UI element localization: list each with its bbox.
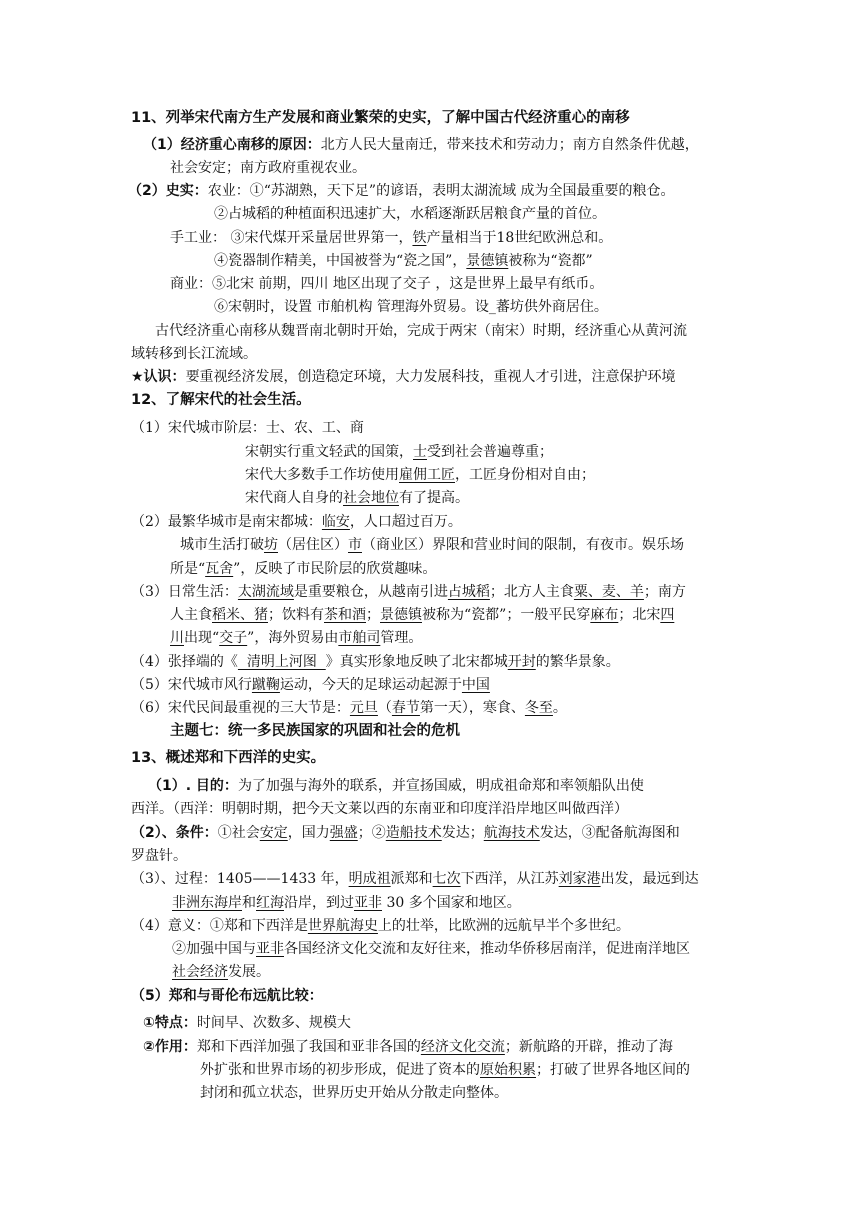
s12-painting-line: （4）张择端的《 清明上河图 》真实形象地反映了北宋都城开封的繁华景象。 [131, 654, 620, 670]
section-11-heading: 11、列举宋代南方生产发展和商业繁荣的史实，了解中国古代经济重心的南移 [131, 110, 630, 126]
s13-process-line1: （3）、过程：1405——1433 年，明成祖派郑和七次下西洋，从江苏刘家港出发，最远到达 [131, 871, 699, 887]
s12-daily-line1: （3）日常生活：太湖流域是重要粮仓，从越南引进占城稻；北方人主食粟、麦、羊；南方 [131, 584, 686, 600]
s13-goal-line2: 西洋。（西洋：明朝时期，把今天文莱以西的东南亚和印度洋沿岸地区叫做西洋） [131, 801, 628, 817]
s11-porcelain-line: ④瓷器制作精美，中国被誉为“瓷之国”，景德镇被称为“瓷都” [214, 253, 593, 269]
s13-significance-line3: 社会经济发展。 [172, 964, 270, 980]
s11-handicraft-line: 手工业： ③宋代煤开采量居世界第一，铁产量相当于18世纪欧洲总和。 [170, 230, 613, 246]
s13-role-line2: 外扩张和世界市场的初步形成，促进了资本的原始积累；打破了世界各地区间的 [200, 1062, 690, 1078]
s13-significance-line1: （4）意义：①郑和下西洋是世界航海史上的壮举，比欧洲的远航早半个多世纪。 [131, 918, 630, 934]
s12-city-life-line1: 城市生活打破坊（居住区）市（商业区）界限和营业时间的限制，有夜市。娱乐场 [180, 537, 684, 553]
s11-summary-line2: 域转移到长江流域。 [131, 346, 257, 362]
s12-capital-line: （2）最繁华城市是南宋都城：临安，人口超过百万。 [131, 514, 462, 530]
s12-scholar-line: 宋朝实行重文轻武的国策，士受到社会普遍尊重； [245, 444, 553, 460]
s13-conditions-line1: （2）、条件：①社会安定，国力强盛；②造船技术发达；航海技术发达，③配备航海图和 [131, 825, 680, 841]
s11-insight-line: ★认识：要重视经济发展，创造稳定环境，大力发展科技，重视人才引进，注意保护环境 [131, 369, 676, 385]
s13-conditions-line2: 罗盘针。 [131, 848, 187, 864]
s12-classes-line: （1）宋代城市阶层：士、农、工、商 [131, 420, 364, 436]
s11-reason-line1: （1）经济重心南移的原因：北方人民大量南迁，带来技术和劳动力；南方自然条件优越， [143, 137, 699, 153]
s13-features-line: ①特点：时间早、次数多、规模大 [143, 1015, 351, 1031]
s13-comparison-heading: （5）郑和与哥伦布远航比较： [131, 988, 323, 1004]
s13-goal-line1: （1）. 目的：为了加强与海外的联系，并宣扬国威，明成祖命郑和率领船队出使 [148, 778, 644, 794]
theme-7-heading: 主题七：统一多民族国家的巩固和社会的危机 [170, 723, 460, 739]
s13-significance-line2: ②加强中国与亚非各国经济文化交流和友好往来，推动华侨移居南洋，促进南洋地区 [172, 941, 690, 957]
s13-process-line2: 非洲东海岸和红海沿岸，到过亚非 30 多个国家和地区。 [172, 895, 521, 911]
s11-agri-line2: ②占城稻的种植面积迅速扩大，水稻逐渐跃居粮食产量的首位。 [214, 206, 606, 222]
s11-reason-line2: 社会安定；南方政府重视农业。 [170, 160, 366, 176]
s11-facts-line: （2）史实：农业：①“苏湖熟，天下足”的谚语，表明太湖流域 成为全国最重要的粮仓。 [128, 183, 675, 199]
section-13-heading: 13、概述郑和下西洋的史实。 [131, 750, 326, 766]
s12-merchant-line: 宋代商人自身的社会地位有了提高。 [245, 490, 469, 506]
s13-role-line3: 封闭和孤立状态，世界历史开始从分散走向整体。 [200, 1085, 508, 1101]
s12-festival-line: （6）宋代民间最重视的三大节是：元旦（春节第一天），寒食、冬至。 [131, 700, 567, 716]
s11-commerce-line1: 商业：⑤北宋 前期，四川 地区出现了交子 ，这是世界上最早有纸币。 [170, 276, 604, 292]
s12-cuju-line: （5）宋代城市风行蹴鞠运动，今天的足球运动起源于中国 [131, 677, 490, 693]
section-12-heading: 12、了解宋代的社会生活。 [131, 392, 311, 408]
s13-role-line1: ②作用：郑和下西洋加强了我国和亚非各国的经济文化交流；新航路的开辟，推动了海 [143, 1039, 673, 1055]
s12-city-life-line2: 所是“瓦舍”，反映了市民阶层的欣赏趣味。 [170, 561, 437, 577]
s11-commerce-line2: ⑥宋朝时，设置 市舶机构 管理海外贸易。设_蕃坊供外商居住。 [214, 299, 608, 315]
s12-daily-line2: 人主食稻米、猪；饮料有茶和酒；景德镇被称为“瓷都”；一般平民穿麻布；北宋四 [170, 607, 675, 623]
s11-summary-line1: 古代经济重心南移从魏晋南北朝时开始，完成于两宋（南宋）时期，经济重心从黄河流 [155, 323, 687, 339]
s12-daily-line3: 川出现“交子”，海外贸易由市舶司管理。 [170, 630, 423, 646]
s12-artisan-line: 宋代大多数手工作坊使用雇佣工匠，工匠身份相对自由； [245, 467, 595, 483]
